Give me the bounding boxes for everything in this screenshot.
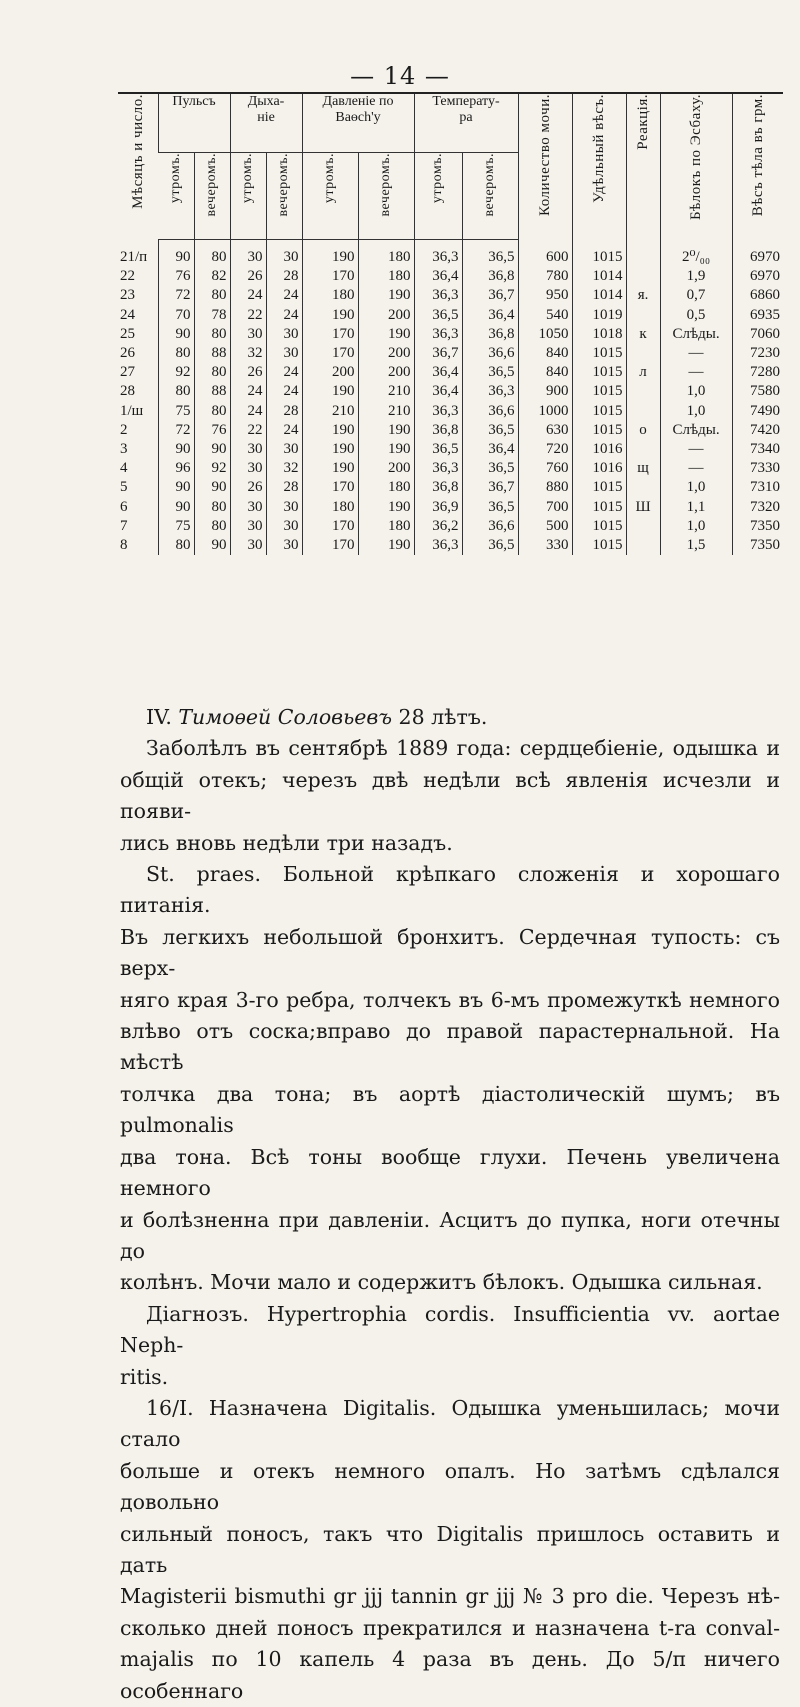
table-cell: 7350 <box>732 517 783 536</box>
table-cell <box>626 536 660 555</box>
table-cell: 1016 <box>572 459 626 478</box>
text-line: Діагнозъ. Hypertrophia cordis. Insufficientia vv. aortae Neph- <box>120 1301 780 1358</box>
text-line: Въ легкихъ небольшой бронхитъ. Сердечная тупость: съ верх- <box>120 924 780 981</box>
table-cell: 170 <box>302 325 358 344</box>
table-cell: 1015 <box>572 402 626 421</box>
table-cell: я. <box>626 286 660 305</box>
text-line: общій отекъ; черезъ двѣ недѣли всѣ явленія исчезли и появи- <box>120 767 780 824</box>
text-line: ritis. <box>120 1364 169 1389</box>
text-line: и болѣзненна при давленіи. Асцитъ до пупка, ноги отечны до <box>120 1207 780 1263</box>
table-cell: 30 <box>266 344 302 363</box>
table-cell: 90 <box>194 536 230 555</box>
table-cell: 32 <box>266 459 302 478</box>
table-cell: 170 <box>302 344 358 363</box>
text-line: сильный поносъ, такъ что Digitalis пришлось оставить и дать <box>120 1521 780 1577</box>
table-cell: 36,3 <box>414 325 462 344</box>
table-cell: 190 <box>302 240 358 268</box>
table-cell <box>626 440 660 459</box>
table-cell: 30 <box>266 325 302 344</box>
table-cell: 28 <box>120 383 135 400</box>
table-cell: 80 <box>194 240 230 268</box>
header-urine-amount: Количество мочи. <box>518 93 572 240</box>
table-cell: 24 <box>230 402 266 421</box>
table-cell: 1015 <box>572 382 626 401</box>
table-cell: 190 <box>358 421 414 440</box>
header-reaction: Реакція. <box>626 93 660 240</box>
table-cell: 540 <box>518 306 572 325</box>
header-protein: Бѣлокъ по Эсбаху. <box>660 93 732 240</box>
table-cell: 22 <box>120 268 135 285</box>
header-temperature-evening: вечеромъ. <box>462 153 518 240</box>
table-row <box>118 344 783 363</box>
header-pulse-evening: вечеромъ. <box>194 153 230 240</box>
header-respiration-morning: утромъ. <box>230 153 266 240</box>
table-cell: 90 <box>194 478 230 497</box>
patient-name: Тимоѳей Соловьевъ <box>178 705 393 729</box>
table-cell: 30 <box>230 459 266 478</box>
table-cell: 36,6 <box>462 517 518 536</box>
table-cell: 36,5 <box>462 459 518 478</box>
table-cell: 2⁰/₀₀ <box>660 240 732 268</box>
table-cell: 170 <box>302 478 358 497</box>
header-temperature: Температу- ра <box>414 93 518 153</box>
table-cell: 88 <box>194 382 230 401</box>
table-cell: 900 <box>518 382 572 401</box>
table-cell: 80 <box>194 325 230 344</box>
header-pulse: Пульсъ <box>158 93 230 153</box>
table-cell: Ш <box>626 498 660 517</box>
text-line: два тона. Всѣ тоны вообще глухи. Печень увеличена немного <box>120 1144 780 1201</box>
table-row <box>118 240 783 268</box>
table-cell: 190 <box>358 536 414 555</box>
table-cell: 75 <box>158 517 194 536</box>
table-cell: 210 <box>302 402 358 421</box>
table-cell: 76 <box>194 421 230 440</box>
table-cell: 36,5 <box>414 306 462 325</box>
table-cell: 80 <box>194 286 230 305</box>
table-cell: 1050 <box>518 325 572 344</box>
table-cell: 22 <box>230 306 266 325</box>
table-cell: 26 <box>230 363 266 382</box>
table-cell: 78 <box>194 306 230 325</box>
table-cell: 30 <box>230 440 266 459</box>
table-cell: 1,0 <box>660 382 732 401</box>
table-row <box>118 459 783 478</box>
case-numeral: IV. <box>146 705 172 729</box>
header-respiration-evening: вечеромъ. <box>266 153 302 240</box>
table-cell: 26 <box>120 345 135 362</box>
text-line: Magisterii bismuthi gr jjj tannin gr jjj № 3 pro die. Черезъ нѣ- <box>120 1584 780 1609</box>
table-cell <box>626 344 660 363</box>
table-cell: 36,8 <box>462 325 518 344</box>
table-cell: 6860 <box>732 286 783 305</box>
table-cell: 36,4 <box>414 382 462 401</box>
table-cell: 7580 <box>732 382 783 401</box>
table-cell: 24 <box>266 286 302 305</box>
table-cell: 26 <box>230 478 266 497</box>
table-cell: 92 <box>194 459 230 478</box>
table-cell: 36,8 <box>414 478 462 497</box>
table-cell: 1,0 <box>660 478 732 497</box>
table-cell: 6 <box>120 498 128 515</box>
table-cell: 80 <box>194 402 230 421</box>
text-line: толчка два тона; въ аортѣ діастолическій шумъ; въ pulmonalis <box>120 1081 780 1138</box>
table-cell: к <box>626 325 660 344</box>
table-cell: 36,8 <box>414 421 462 440</box>
table-cell: 1016 <box>572 440 626 459</box>
table-cell: 88 <box>194 344 230 363</box>
header-respiration: Дыха- ніе <box>230 93 302 153</box>
table-cell: 30 <box>266 498 302 517</box>
case-text <box>120 702 780 1707</box>
table-cell: 7340 <box>732 440 783 459</box>
table-cell <box>626 517 660 536</box>
case-heading <box>120 702 780 733</box>
table-cell: 21/п <box>120 248 148 265</box>
table-cell: 76 <box>158 267 194 286</box>
table-cell: 36,3 <box>414 459 462 478</box>
table-cell: 36,5 <box>414 440 462 459</box>
table-cell: — <box>660 440 732 459</box>
table-cell: 7060 <box>732 325 783 344</box>
table-cell: 36,4 <box>462 306 518 325</box>
table-cell: 80 <box>194 517 230 536</box>
table-cell: 8 <box>120 537 128 554</box>
table-cell: 950 <box>518 286 572 305</box>
text-line: больше и отекъ немного опалъ. Но затѣмъ сдѣлался довольно <box>120 1458 780 1515</box>
table-cell: 36,5 <box>462 498 518 517</box>
table-cell: 36,3 <box>414 240 462 268</box>
table-cell: 30 <box>266 517 302 536</box>
table-cell: 1015 <box>572 421 626 440</box>
table-cell: 840 <box>518 344 572 363</box>
table-cell: 36,8 <box>462 267 518 286</box>
table-cell: 90 <box>194 440 230 459</box>
table-row <box>118 382 783 401</box>
table-cell: 36,7 <box>414 344 462 363</box>
text-line: влѣво отъ соска;вправо до правой парастернальной. На мѣстѣ <box>120 1019 780 1075</box>
table-cell: 200 <box>358 363 414 382</box>
text-line: няго края 3-го ребра, толчекъ въ 6-мъ промежуткѣ немного <box>120 987 780 1012</box>
table-cell: 80 <box>158 536 194 555</box>
table-row <box>118 478 783 497</box>
table-cell: 30 <box>230 498 266 517</box>
table-cell: 90 <box>158 325 194 344</box>
table-cell: 90 <box>158 440 194 459</box>
table-cell: 190 <box>302 306 358 325</box>
table-row <box>118 286 783 305</box>
table-cell: 24 <box>266 363 302 382</box>
table-cell: 190 <box>302 440 358 459</box>
table-cell: 4 <box>120 460 128 477</box>
table-cell: 30 <box>230 240 266 268</box>
table-cell <box>626 478 660 497</box>
table-cell: 1,0 <box>660 402 732 421</box>
table-cell: 36,3 <box>414 536 462 555</box>
table-cell: 90 <box>158 478 194 497</box>
table-cell: 760 <box>518 459 572 478</box>
table-cell: 1015 <box>572 498 626 517</box>
header-pressure: Давленіе по Ваѳсh'у <box>302 93 414 153</box>
table-cell <box>626 306 660 325</box>
table-cell: 600 <box>518 240 572 268</box>
table-cell: 200 <box>358 306 414 325</box>
table-cell: 36,3 <box>414 286 462 305</box>
table-cell: 22 <box>230 421 266 440</box>
table-cell: 24 <box>230 286 266 305</box>
table-cell: 30 <box>266 240 302 268</box>
table-cell: 1015 <box>572 517 626 536</box>
table-cell: 170 <box>302 517 358 536</box>
table-cell: 32 <box>230 344 266 363</box>
text-line: St. praes. Больной крѣпкаго сложенія и хорошаго питанія. <box>120 862 780 918</box>
table-cell: 7230 <box>732 344 783 363</box>
table-cell: 720 <box>518 440 572 459</box>
table-cell: щ <box>626 459 660 478</box>
table-cell: 210 <box>358 402 414 421</box>
table-cell: 180 <box>358 240 414 268</box>
table-cell: 190 <box>358 440 414 459</box>
table-cell: о <box>626 421 660 440</box>
table-cell: 90 <box>158 498 194 517</box>
table-cell: 3 <box>120 441 128 458</box>
table-row <box>118 421 783 440</box>
table-cell: — <box>660 344 732 363</box>
table-cell: 1014 <box>572 286 626 305</box>
table-cell: 23 <box>120 287 135 304</box>
table-cell: 1018 <box>572 325 626 344</box>
table-cell: 36,9 <box>414 498 462 517</box>
table-cell: 170 <box>302 536 358 555</box>
text-line: 16/I. Назначена Digitalis. Одышка уменьшилась; мочи стало <box>120 1395 780 1452</box>
table-cell: 1,5 <box>660 536 732 555</box>
table-cell: 28 <box>266 478 302 497</box>
table-cell: 24 <box>266 421 302 440</box>
table-cell: 330 <box>518 536 572 555</box>
table-cell: 7 <box>120 517 128 534</box>
table-cell: 1,0 <box>660 517 732 536</box>
text-line: Заболѣлъ въ сентябрѣ 1889 года: сердцебіеніе, одышка и <box>146 736 780 761</box>
table-cell: 190 <box>358 498 414 517</box>
table-row <box>118 517 783 536</box>
table-cell: 7320 <box>732 498 783 517</box>
table-cell: 1015 <box>572 363 626 382</box>
table-cell: 180 <box>302 286 358 305</box>
table-cell: 190 <box>358 325 414 344</box>
table-cell: 210 <box>358 382 414 401</box>
table-cell: 72 <box>158 421 194 440</box>
table-cell: 82 <box>194 267 230 286</box>
table-cell: 70 <box>158 306 194 325</box>
table-cell: 200 <box>358 459 414 478</box>
table-cell: 700 <box>518 498 572 517</box>
table-cell <box>626 382 660 401</box>
table-cell: 6970 <box>732 240 783 268</box>
table-cell: 7420 <box>732 421 783 440</box>
table-cell: 7310 <box>732 478 783 497</box>
table-row <box>118 267 783 286</box>
table-cell: 7330 <box>732 459 783 478</box>
header-specific-gravity: Удѣльный вѣсъ. <box>572 93 626 240</box>
table-row <box>118 440 783 459</box>
table-cell: 2 <box>120 421 128 438</box>
table-cell: 190 <box>302 382 358 401</box>
observation-table <box>118 92 783 555</box>
table-row <box>118 498 783 517</box>
table-cell: 96 <box>158 459 194 478</box>
table-cell: 36,4 <box>462 440 518 459</box>
table-cell: 1014 <box>572 267 626 286</box>
text-line: majalis по 10 капель 4 раза въ день. До 5/п ничего особеннаго <box>120 1647 780 1703</box>
table-cell: 24 <box>266 306 302 325</box>
table-cell: 780 <box>518 267 572 286</box>
table-cell: 1015 <box>572 344 626 363</box>
table-cell: 36,3 <box>462 382 518 401</box>
table-cell: 36,3 <box>414 402 462 421</box>
table-cell: Слѣды. <box>660 325 732 344</box>
table-cell: 1,1 <box>660 498 732 517</box>
table-row <box>118 402 783 421</box>
table-cell: 180 <box>358 267 414 286</box>
table-cell: 80 <box>158 382 194 401</box>
table-cell: 24 <box>230 382 266 401</box>
table-cell: 26 <box>230 267 266 286</box>
table-cell: 190 <box>302 459 358 478</box>
header-pressure-evening: вечеромъ. <box>358 153 414 240</box>
table-cell: 30 <box>230 325 266 344</box>
table-cell <box>626 240 660 268</box>
table-cell: Слѣды. <box>660 421 732 440</box>
table-cell: 30 <box>266 440 302 459</box>
page-number: — 14 — <box>350 62 450 90</box>
header-pressure-morning: утромъ. <box>302 153 358 240</box>
table-cell: 180 <box>358 478 414 497</box>
table-cell: 1015 <box>572 240 626 268</box>
table-cell: 1,9 <box>660 267 732 286</box>
table-cell: 90 <box>158 240 194 268</box>
table-header-groups <box>118 93 783 153</box>
table-cell: л <box>626 363 660 382</box>
table-cell: 1/ш <box>120 402 144 419</box>
table-cell <box>626 267 660 286</box>
table-cell: 36,5 <box>462 421 518 440</box>
table-cell: 190 <box>302 421 358 440</box>
table-cell: 30 <box>266 536 302 555</box>
table-cell: 36,2 <box>414 517 462 536</box>
table-cell: 28 <box>266 402 302 421</box>
table-row <box>118 306 783 325</box>
table-cell: 630 <box>518 421 572 440</box>
table-cell: 7490 <box>732 402 783 421</box>
table-cell: 7280 <box>732 363 783 382</box>
table-cell: 36,5 <box>462 363 518 382</box>
table-cell: 180 <box>358 517 414 536</box>
table-cell: 75 <box>158 402 194 421</box>
header-month-day: Мѣсяцъ и число. <box>118 93 158 240</box>
table-cell: 80 <box>194 363 230 382</box>
table-cell: 36,7 <box>462 286 518 305</box>
table-cell: 1019 <box>572 306 626 325</box>
table-cell: 7350 <box>732 536 783 555</box>
table-cell: 25 <box>120 325 135 342</box>
table-row <box>118 325 783 344</box>
table-cell: 1015 <box>572 478 626 497</box>
table-cell: 30 <box>230 517 266 536</box>
table-body <box>118 240 783 556</box>
table-cell: 500 <box>518 517 572 536</box>
table-cell: 0,7 <box>660 286 732 305</box>
table-cell: 6935 <box>732 306 783 325</box>
table-cell: 80 <box>194 498 230 517</box>
table-cell: 36,4 <box>414 363 462 382</box>
table-cell: 36,5 <box>462 240 518 268</box>
header-body-weight: Вѣсъ тѣла въ грм. <box>732 93 783 240</box>
table-cell: 72 <box>158 286 194 305</box>
table-cell: 36,6 <box>462 402 518 421</box>
header-pulse-morning: утромъ. <box>158 153 194 240</box>
case-paragraphs <box>120 733 780 1707</box>
table-cell: 5 <box>120 479 128 496</box>
table-cell: 36,5 <box>462 536 518 555</box>
table-cell: 30 <box>230 536 266 555</box>
table-row <box>118 536 783 555</box>
table-cell <box>626 402 660 421</box>
table-cell: 840 <box>518 363 572 382</box>
table-cell: 24 <box>120 306 135 323</box>
table-cell: 36,4 <box>414 267 462 286</box>
table-cell: 6970 <box>732 267 783 286</box>
table-cell: 36,7 <box>462 478 518 497</box>
table-cell: 880 <box>518 478 572 497</box>
observation-table-wrapper <box>118 92 783 555</box>
table-cell: 200 <box>358 344 414 363</box>
table-cell: — <box>660 459 732 478</box>
text-line: лись вновь недѣли три назадъ. <box>120 830 453 855</box>
table-cell: 36,6 <box>462 344 518 363</box>
table-cell: 1000 <box>518 402 572 421</box>
table-cell: 24 <box>266 382 302 401</box>
table-cell: 170 <box>302 267 358 286</box>
patient-age: 28 лѣтъ. <box>398 705 488 729</box>
table-cell: 180 <box>302 498 358 517</box>
header-temperature-morning: утромъ. <box>414 153 462 240</box>
table-cell: 28 <box>266 267 302 286</box>
table-cell: 200 <box>302 363 358 382</box>
table-cell: 80 <box>158 344 194 363</box>
text-line: колѣнъ. Мочи мало и содержитъ бѣлокъ. Одышка сильная. <box>120 1270 763 1295</box>
table-cell: 190 <box>358 286 414 305</box>
table-cell: 27 <box>120 364 135 381</box>
text-line: сколько дней поносъ прекратился и назначена t-ra conval- <box>120 1615 780 1640</box>
table-cell: 92 <box>158 363 194 382</box>
table-row <box>118 363 783 382</box>
table-cell: — <box>660 363 732 382</box>
table-cell: 0,5 <box>660 306 732 325</box>
table-cell: 1015 <box>572 536 626 555</box>
